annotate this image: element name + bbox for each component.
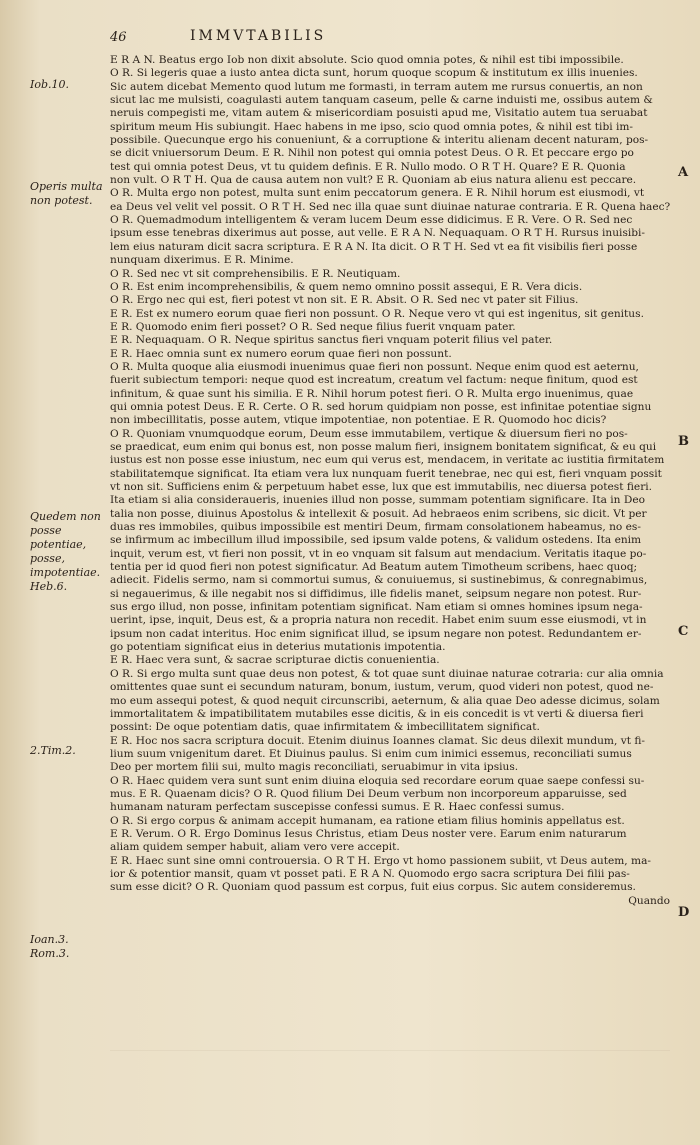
text-line: O R. Si legeris quae a iusto antea dicta sunt, horum quoque scopum & institutum ex illis inuenies. <box>110 67 638 80</box>
text-line: Sic autem dicebat Memento quod lutum me formasti, in terram autem me rursus conuertis, an non <box>110 80 643 93</box>
margin-note: 2.Tim.2. <box>30 744 76 757</box>
text-line: ipsum esse tenebras dixerimus aut posse, aut velle. E R A N. Nequaquam. O R T H. Rursus inuisibi- <box>110 227 646 240</box>
text-line: E R. Quomodo enim fieri posset? O R. Sed neque filius fuerit vnquam pater. <box>110 320 516 333</box>
text-line: non vult. O R T H. Qua de causa autem non vult? E R. Quoniam ab eius natura alienu est peccare. <box>110 174 637 187</box>
text-line: omittentes quae sunt ei secundum naturam, bonum, iustum, verum, quod videri non potest, quod ne- <box>110 681 654 694</box>
margin-note: Iob.10. <box>30 78 69 91</box>
text-line: uerint, ipse, inquit, Deus est, & a propria natura non recedit. Habet enim suum esse eiusmodi, vt in <box>110 614 647 627</box>
section-letter: B <box>678 434 689 449</box>
text-line: O R. Sed nec vt sit comprehensibilis. E R. Neutiquam. <box>110 267 401 280</box>
text-line: sum esse dicit? O R. Quoniam quod passum est corpus, fuit eius corpus. Sic autem consideremus. <box>110 881 636 894</box>
text-line: O R. Est enim incomprehensibilis, & quem nemo omnino possit assequi, E R. Vera dicis. <box>110 280 583 293</box>
text-line: possint: De oque potentiam datis, quae infirmitatem & imbecillitatem significat. <box>110 721 540 734</box>
margin-note: Ioan.3. Rom.3. <box>30 933 70 960</box>
text-line: E R. Haec sunt sine omni controuersia. O R T H. Ergo vt homo passionem subiit, vt Deus autem, ma- <box>110 854 651 867</box>
text-line: Deo per mortem filii sui, multo magis reconciliati, seruabimur in vita ipsius. <box>110 761 519 774</box>
text-line: sicut lac me mulsisti, coagulasti autem tanquam caseum, pelle & carne induisti me, ossibus autem & <box>110 94 653 107</box>
text-line: non imbecillitatis, posse autem, vtique impotentiae, non potentiae. E R. Quomodo hoc dicis? <box>110 414 607 427</box>
section-letter: D <box>678 905 690 920</box>
body-text <box>110 54 670 908</box>
text-line: ipsum non cadat interitus. Hoc enim significat illud, se ipsum negare non potest. Redundantem er- <box>110 627 642 640</box>
text-line: ea Deus vel velit vel possit. O R T H. Sed nec illa quae sunt diuinae naturae contraria. E R. Quena haec? <box>110 200 670 213</box>
text-line: neruis compegisti me, vitam autem & misericordiam posuisti apud me, Visitatio autem tua seruabat <box>110 107 648 120</box>
text-line: E R. Haec omnia sunt ex numero eorum quae fieri non possunt. <box>110 347 452 360</box>
text-line: mo eum assequi potest, & quod nequit circunscribi, aeternum, & alia quae Deo adesse dicimus, solam <box>110 694 660 707</box>
text-line: O R. Multa ergo non potest, multa sunt enim peccatorum genera. E R. Nihil horum est eiusmodi, vt <box>110 187 645 200</box>
section-letter: C <box>678 624 689 639</box>
page-edge <box>110 1050 670 1051</box>
text-line: go potentiam significat eius in deterius mutationis impotentia. <box>110 641 446 654</box>
text-line: E R. Haec vera sunt, & sacrae scripturae dictis conuenientia. <box>110 654 440 667</box>
text-line: se praedicat, eum enim qui bonus est, non posse malum fieri, insignem bonitatem significat, & eu qui <box>110 440 657 453</box>
text-line: E R A N. Beatus ergo Iob non dixit absolute. Scio quod omnia potes, & nihil est tibi impossibile. <box>110 54 624 66</box>
running-title: IMMVTABILIS <box>190 28 327 44</box>
text-line: si negauerimus, & ille negabit nos si diffidimus, ille fidelis manet, seipsum negare non potest. Rur- <box>110 587 642 600</box>
running-head <box>110 28 670 50</box>
page-number: 46 <box>110 30 127 45</box>
text-line: O R. Quemadmodum intelligentem & veram lucem Deum esse didicimus. E R. Vere. O R. Sed nec <box>110 214 633 227</box>
text-line: O R. Si ergo multa sunt quae deus non potest, & tot quae sunt diuinae naturae cotraria: cur alia omnia <box>110 667 664 680</box>
text-line: sus ergo illud, non posse, infinitam potentiam significat. Nam etiam si omnes homines ipsum nega- <box>110 601 643 614</box>
text-line: iustus est non posse esse iniustum, nec eum qui verus est, mendacem, in veritate ac iustitia firmitatem <box>110 454 665 467</box>
text-line: humanam naturam perfectam suscepisse confessi sumus. E R. Haec confessi sumus. <box>110 801 565 814</box>
section-letter: A <box>678 165 689 180</box>
text-line: spiritum meum His subiungit. Haec habens in me ipso, scio quod omnia potes, & nihil est tibi im- <box>110 120 633 133</box>
text-line: E R. Nequaquam. O R. Neque spiritus sanctus fieri vnquam poterit filius vel pater. <box>110 334 553 347</box>
text-line: inquit, verum est, vt fieri non possit, vt in eo vnquam sit falsum aut mendacium. Veritatis itaque po- <box>110 547 647 560</box>
text-line: possibile. Quecunque ergo his conueniunt, & a corruptione & interitu alienam decent naturam, pos- <box>110 134 649 147</box>
text-line: nunquam dixerimus. E R. Minime. <box>110 254 294 267</box>
text-line: test qui omnia potest Deus, vt tu quidem definis. E R. Nullo modo. O R T H. Quare? E R. Quonia <box>110 160 626 173</box>
text-line: tentia per id quod fieri non potest significatur. Ad Beatum autem Timotheum scribens, haec quoq; <box>110 561 638 574</box>
text-line: O R. Ergo nec qui est, fieri potest vt non sit. E R. Absit. O R. Sed nec vt pater sit Filius. <box>110 294 579 307</box>
text-line: adiecit. Fidelis sermo, nam si commortui sumus, & conuiuemus, si sustinebimus, & conregnabimus, <box>110 574 648 587</box>
text-line: vt non sit. Sufficiens enim & perpetuum habet esse, lux que est immutabilis, nec diuersa potest fieri. <box>110 481 653 493</box>
left-margin <box>0 0 103 1145</box>
text-line: mus. E R. Quaenam dicis? O R. Quod filium Dei Deum verbum non incorporeum apparuisse, sed <box>110 787 627 800</box>
text-line: O R. Quoniam vnumquodque eorum, Deum esse immutabilem, vertique & diuersum fieri no pos- <box>110 427 628 440</box>
text-line: lium suum vnigenitum daret. Et Diuinus paulus. Si enim cum inimici essemus, reconciliati sumus <box>110 747 632 760</box>
text-line: qui omnia potest Deus. E R. Certe. O R. sed horum quidpiam non posse, est infinitae potentiae signu <box>110 400 652 413</box>
right-margin <box>674 0 700 1145</box>
text-line: duas res immobiles, quibus impossibile est mentiri Deum, firmam consolationem habeamus, no es- <box>110 521 641 534</box>
text-line: fuerit subiectum tempori: neque quod est increatum, creatum vel factum: neque finitum, quod est <box>110 374 638 387</box>
margin-note: Quedem non posse potentiae, posse, impotentiae. Heb.6. <box>30 510 101 593</box>
text-line: talia non posse, diuinus Apostolus & intellexit & posuit. Ad hebraeos enim scribens, sic dicit. Vt per <box>110 507 647 520</box>
text-line: stabilitatemque significat. Ita etiam vera lux nunquam fuerit tenebrae, nec qui est, fieri vnquam possit <box>110 467 662 480</box>
text-line: lem eius naturam dicit sacra scriptura. E R A N. Ita dicit. O R T H. Sed vt ea fit visibilis fieri posse <box>110 240 638 253</box>
margin-note: Operis multa non potest. <box>30 180 103 207</box>
text-line: se dicit vniuersorum Deum. E R. Nihil non potest qui omnia potest Deus. O R. Et peccare ergo po <box>110 147 634 160</box>
text-line: Quando <box>628 894 670 907</box>
text-line: immortalitatem & impatibilitatem mutabiles esse dicitis, & in eis concedit is vt verti & diuersa fieri <box>110 707 644 720</box>
text-line: E R. Hoc nos sacra scriptura docuit. Etenim diuinus Ioannes clamat. Sic deus dilexit mundum, vt fi- <box>110 734 645 747</box>
text-line: Ita etiam si alia consideraueris, inuenies illud non posse, summam potentiam significare. Ita in Deo <box>110 494 645 507</box>
text-line: E R. Verum. O R. Ergo Dominus Iesus Christus, etiam Deus noster vere. Earum enim naturarum <box>110 827 627 840</box>
text-line: O R. Haec quidem vera sunt sunt enim diuina eloquia sed recordare eorum quae saepe confessi su- <box>110 774 645 787</box>
text-line: O R. Multa quoque alia eiusmodi inuenimus quae fieri non possunt. Neque enim quod est aeternu, <box>110 360 639 373</box>
text-line: aliam quidem semper habuit, aliam vero vere accepit. <box>110 841 400 854</box>
text-line: E R. Est ex numero eorum quae fieri non possunt. O R. Neque vero vt qui est ingenitus, sit genitus. <box>110 307 644 320</box>
text-line: O R. Si ergo corpus & animam accepit humanam, ea ratione etiam filius hominis appellatus est. <box>110 814 625 827</box>
text-line: se infirmum ac imbecillum illud impossibile, sed ipsum valde potens, & validum ostedens. Ita enim <box>110 534 642 547</box>
text-line: ior & potentior mansit, quam vt posset pati. E R A N. Quomodo ergo sacra scriptura Dei filii pas- <box>110 867 630 880</box>
text-line: infinitum, & quae sunt his similia. E R. Nihil horum potest fieri. O R. Multa ergo inuenimus, quae <box>110 387 634 400</box>
